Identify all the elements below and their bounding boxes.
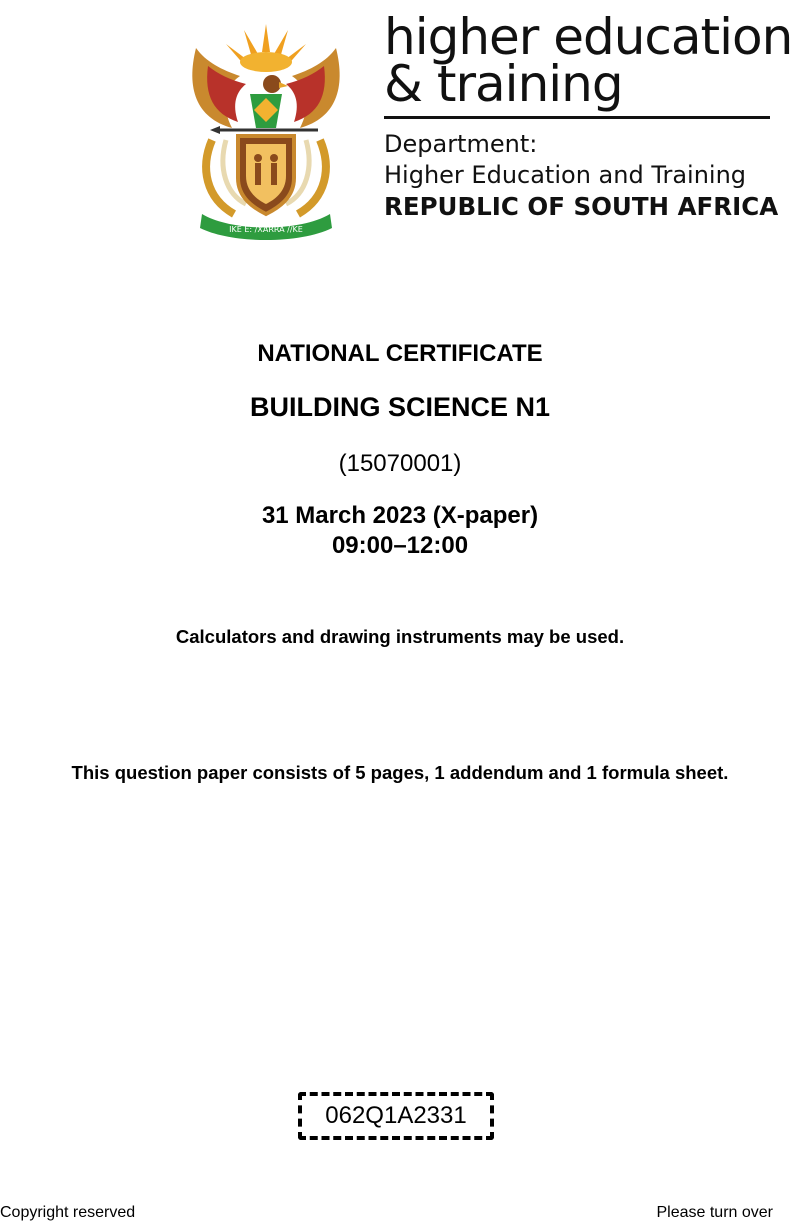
- country-name: REPUBLIC OF SOUTH AFRICA: [384, 192, 779, 221]
- subject-code: (15070001): [338, 450, 462, 477]
- exam-time: 09:00–12:00: [331, 532, 469, 559]
- paper-code-box: 062Q1A2331: [298, 1092, 494, 1140]
- motto-text: IKE E: /XARRA //KE: [229, 225, 303, 234]
- coat-of-arms-icon: [182, 18, 350, 240]
- department-label: Department:: [384, 130, 538, 158]
- pages-note: This question paper consists of 5 pages, 1 addendum and 1 formula sheet.: [71, 762, 729, 783]
- department-branding: [384, 8, 800, 222]
- certificate-title: NATIONAL CERTIFICATE: [257, 340, 543, 367]
- exam-date: 31 March 2023 (X-paper): [261, 502, 539, 529]
- footer-turn-over: Please turn over: [656, 1204, 773, 1221]
- subject-title: BUILDING SCIENCE N1: [249, 392, 551, 422]
- footer-copyright: Copyright reserved: [0, 1204, 136, 1221]
- brand-line-1: higher education: [384, 8, 793, 66]
- brand-divider: [384, 116, 770, 119]
- department-name: Higher Education and Training: [384, 161, 747, 189]
- brand-line-2: & training: [384, 55, 623, 113]
- exam-instructions: Calculators and drawing instruments may be used.: [175, 626, 625, 647]
